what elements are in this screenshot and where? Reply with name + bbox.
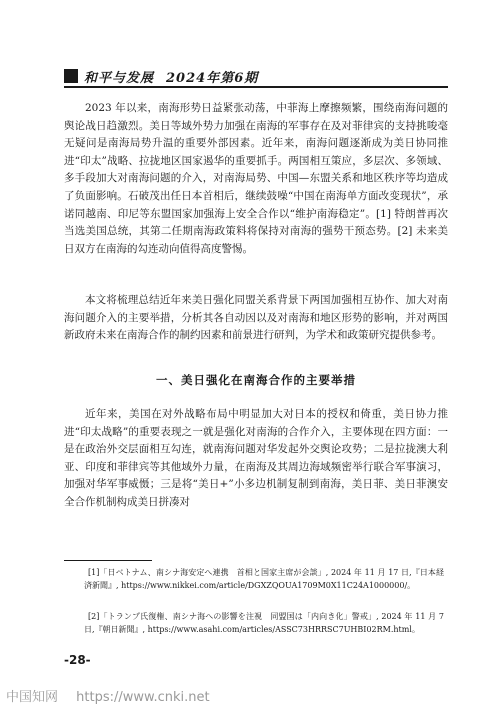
- footnote-divider: [64, 560, 152, 561]
- watermark-site-name: 中国知网: [6, 690, 59, 705]
- running-header: [64, 68, 448, 84]
- footnote-1: [1]「日ベトナム、南シナ海安定へ連携 首相と国家主席が会談」, 2024 年 11 月 17 日,『日本経済新聞』, https://www.nikkei.com/article/DGXZQOUA1709M0X11C24A1000000/。: [84, 568, 444, 590]
- header-rule: [64, 86, 448, 88]
- watermark-url: https://www.cnki.net: [76, 690, 210, 705]
- issue-label: 2024年第6期: [166, 70, 259, 86]
- header-block-icon: [64, 69, 78, 83]
- journal-title: 和平与发展: [84, 70, 155, 86]
- body-paragraph-1: 2023 年以来，南海形势日益紧张动荡，中菲海上摩擦频繁，围绕南海问题的舆论战日趋激烈。美日等域外势力加强在南海的军事存在及对菲律宾的支持挑唆毫无疑问是南海局势升温的重要外部因素。近年来，南海问题逐渐成为美日协同推进“印太”战略、拉拢地区国家遏华的重要抓手。两国相互策应，多层次、多领域、多手段加大对南海问题的介入，对南海局势、中国—东盟关系和地区秩序等均造成了负面影响。石破茂出任日本首相后，继续鼓噪“中国在南海单方面改变现状”，承诺同越南、印尼等东盟国家加强海上安全合作以“维护南海稳定”。[1] 特朗普再次当选美国总统，其第二任期南海政策料将保持对南海的强势干预态势。[2] 未来美日双方在南海的勾连动向值得高度警惕。: [64, 102, 448, 255]
- body-paragraph-3: 近年来，美国在对外战略布局中明显加大对日本的授权和倚重，美日协力推进“印太战略”的重要表现之一就是强化对南海的合作介入，主要体现在四方面：一是在政治外交层面相互勾连，就南海问题对华发起外交舆论攻势；二是拉拢澳大利亚、印度和菲律宾等其他域外力量，在南海及其周边海域频密举行联合军事演习，加强对华军事威慑；三是将“美日+”小多边机制复制到南海，美日菲、美日菲澳安全合作机制构成美日拼凑对: [64, 408, 448, 508]
- footnote-2: [2]「トランプ氏復権、南シナ海への影響を注視 同盟国は「内向き化」警戒」, 2024 年 11 月 7 日,『朝日新聞』, https://www.asahi.com/articles/ASSC73HRRSC7UHBI02RM.html。: [84, 612, 444, 634]
- body-paragraph-2: 本文将梳理总结近年来美日强化同盟关系背景下两国加强相互协作、加大对南海问题介入的主要举措，分析其各自动因以及对南海和地区形势的影响，并对两国新政府未来在南海合作的制约因素和前景进行研判，为学术和政策研究提供参考。: [64, 294, 448, 342]
- page-number: -28-: [64, 653, 91, 667]
- section-heading: 一、美日强化在南海合作的主要举措: [156, 373, 356, 387]
- watermark: [6, 686, 224, 705]
